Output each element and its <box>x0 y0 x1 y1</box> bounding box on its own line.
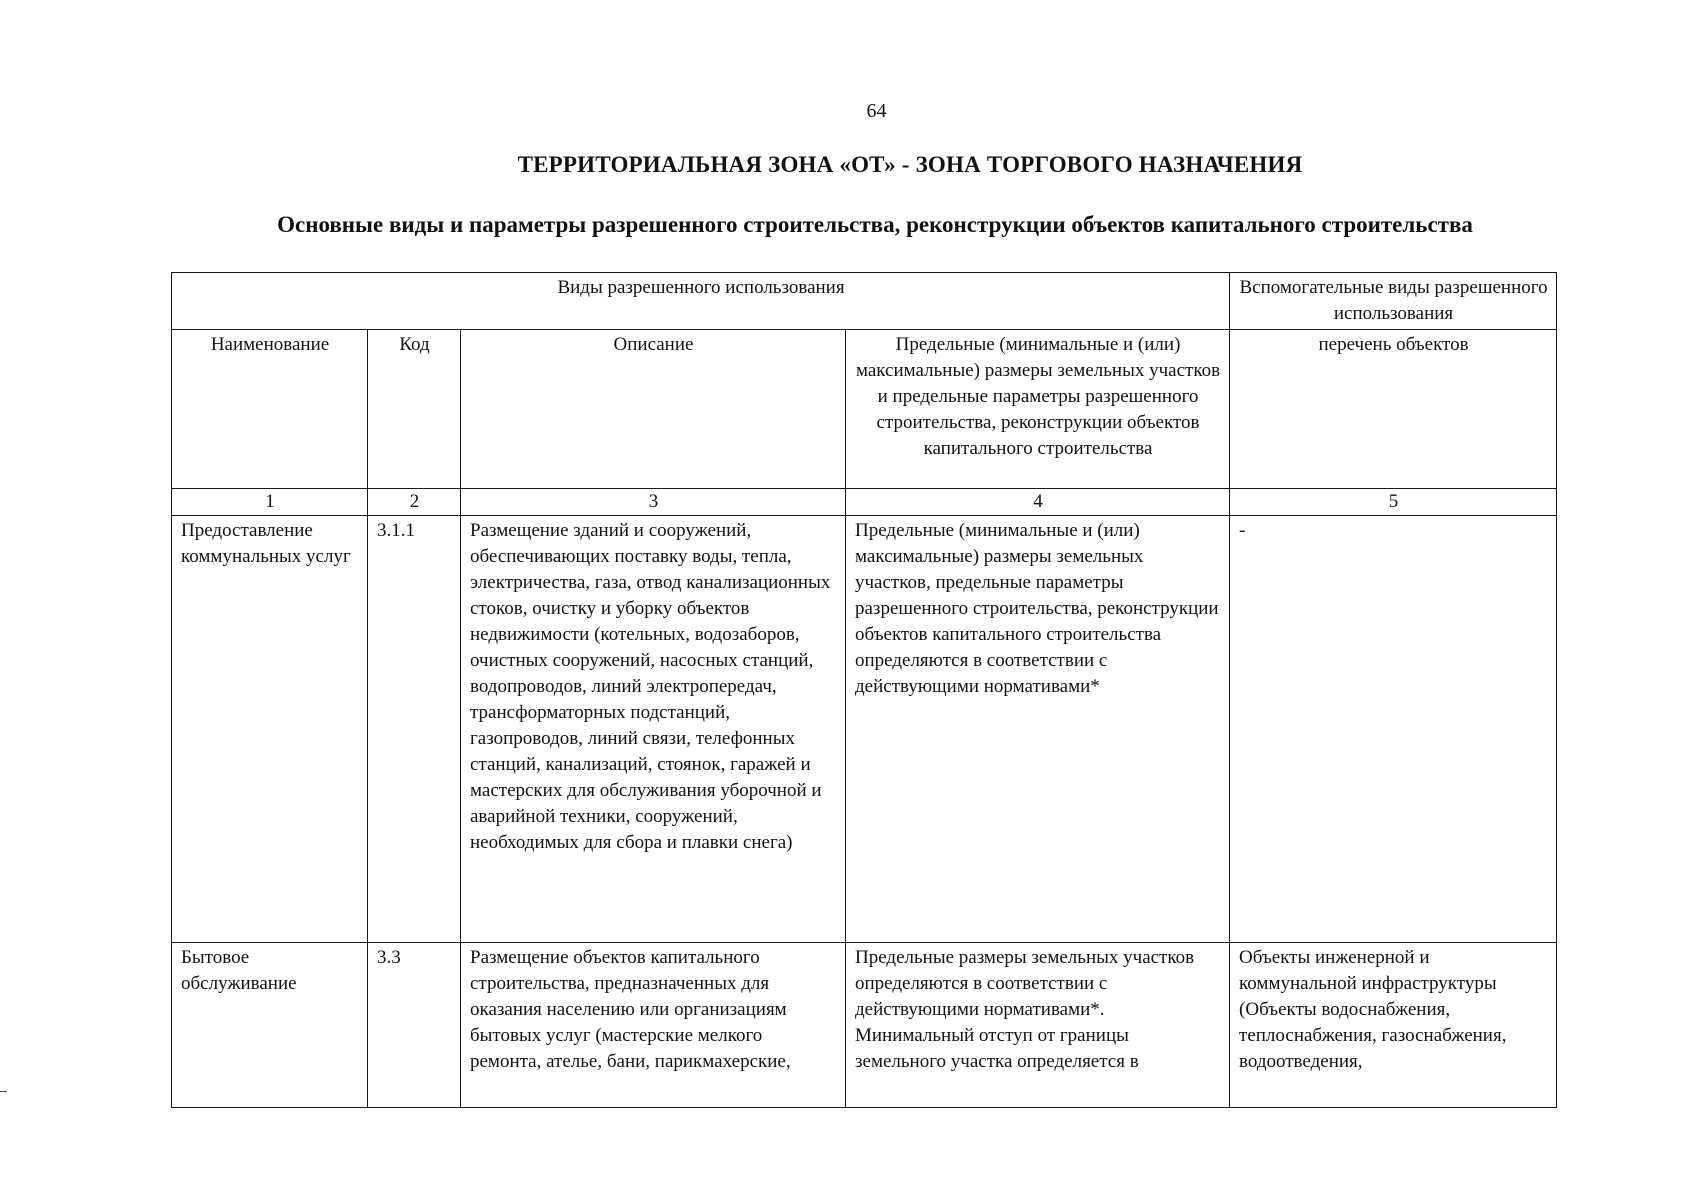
group-header-auxiliary: Вспомогательные виды разрешенного использования <box>1230 273 1557 330</box>
table-column-header-row <box>172 330 1557 489</box>
column-header-description: Описание <box>461 330 846 489</box>
column-header-limits: Предельные (минимальные и (или) максимальные) размеры земельных участков и предельные параметры разрешенного строительства, реконструкции объектов капитального строительства <box>846 330 1230 489</box>
row-auxiliary: Объекты инженерной и коммунальной инфраструктуры (Объекты водоснабжения, теплоснабжения, газоснабжения, водоотведения, <box>1230 943 1557 1108</box>
table-group-header-row <box>172 273 1557 330</box>
row-limits: Предельные размеры земельных участков определяются в соответствии с действующими нормативами*. Минимальный отступ от границы земельного участка определяется в <box>846 943 1230 1108</box>
column-number: 4 <box>846 489 1230 516</box>
column-number: 2 <box>368 489 461 516</box>
zone-title: ТЕРРИТОРИАЛЬНАЯ ЗОНА «ОТ» - ЗОНА ТОРГОВОГО НАЗНАЧЕНИЯ <box>517 152 1303 177</box>
column-header-name: Наименование <box>172 330 368 489</box>
row-name: Бытовое обслуживание <box>172 943 368 1108</box>
row-description: Размещение объектов капитального строительства, предназначенных для оказания населению или организациям бытовых услуг (мастерские мелкого ремонта, ателье, бани, парикмахерские, <box>461 943 846 1108</box>
table-subtitle: Основные виды и параметры разрешенного строительства, реконструкции объектов капитального строительства <box>277 212 1473 237</box>
zoning-table <box>171 272 1557 1108</box>
row-description: Размещение зданий и сооружений, обеспечивающих поставку воды, тепла, электричества, газа, отвод канализационных стоков, очистку и уборку объектов недвижимости (котельных, водозаборов, очистных сооружений, насосных станций, водопроводов, линий электропередач, трансформаторных подстанций, газопроводов, линий связи, телефонных станций, канализаций, стоянок, гаражей и мастерских для обслуживания уборочной и аварийной техники, сооружений, необходимых для сбора и плавки снега) <box>461 516 846 943</box>
table-row <box>172 943 1557 1108</box>
row-name: Предоставление коммунальных услуг <box>172 516 368 943</box>
column-number: 3 <box>461 489 846 516</box>
row-auxiliary: - <box>1230 516 1557 943</box>
group-header-main: Виды разрешенного использования <box>172 273 1230 330</box>
page-number: 64 <box>866 100 887 122</box>
column-number: 1 <box>172 489 368 516</box>
column-header-code: Код <box>368 330 461 489</box>
column-number: 5 <box>1230 489 1557 516</box>
column-header-objects: перечень объектов <box>1230 330 1557 489</box>
row-limits: Предельные (минимальные и (или) максимальные) размеры земельных участков, предельные параметры разрешенного строительства, реконструкции объектов капитального строительства определяются в соответствии с действующими нормативами* <box>846 516 1230 943</box>
row-code: 3.3 <box>368 943 461 1108</box>
table-row <box>172 516 1557 943</box>
column-number-row <box>172 489 1557 516</box>
row-code: 3.1.1 <box>368 516 461 943</box>
margin-mark <box>0 1091 7 1092</box>
